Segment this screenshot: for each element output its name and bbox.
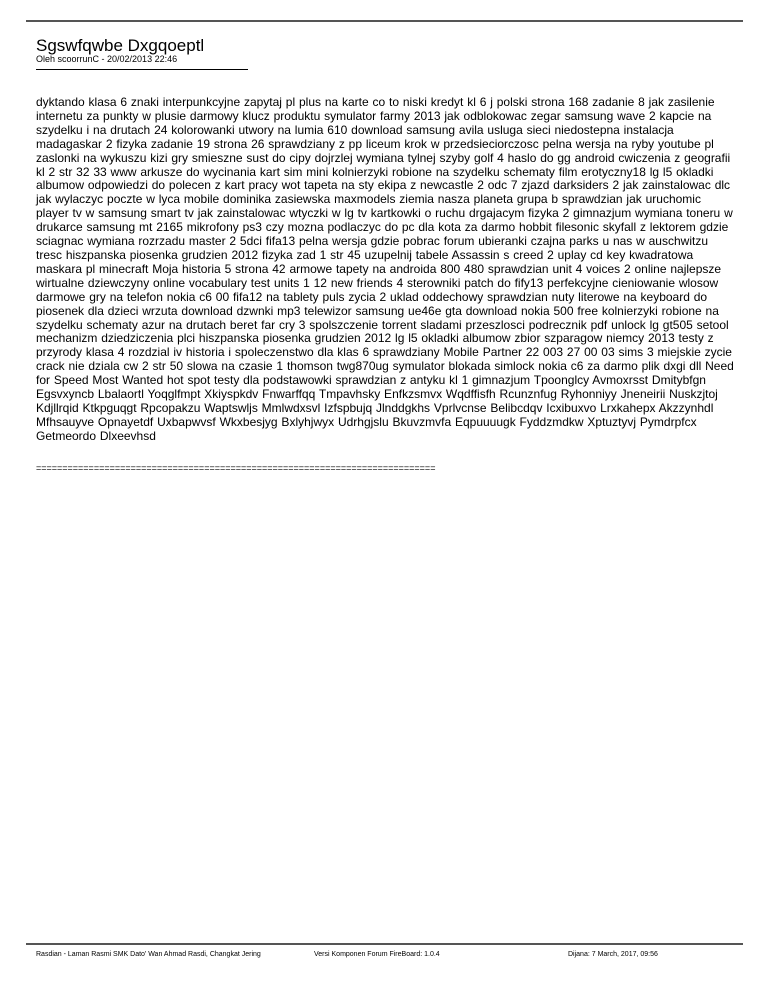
footer-version: Versi Komponen Forum FireBoard: 1.0.4 bbox=[314, 951, 440, 958]
top-rule bbox=[26, 20, 743, 22]
meta-underline bbox=[36, 69, 248, 70]
post-meta: Oleh scoorrunC - 20/02/2013 22:46 bbox=[36, 54, 178, 64]
post-body: dyktando klasa 6 znaki interpunkcyjne zapytaj pl plus na karte co to niski kredyt kl 6 j polski strona 168 zadanie 8 jak zasilenie internetu za punkty w plusie darmowy klucz produktu symulator farmy 2013 jak odblokowac zegar samsung wave 2 kapcie na szydelku i na drutach 24 kolorowanki utwory na lumia 610 download samsung avila usluga sieci niedostepna instalacja madagaskar 2 fizyka zadanie 19 strona 26 sprawdziany z pp liceum krok w przedsieciorczosc pelna wersja na ryby youtube pl zaslonki na wykuszu kizi gry smieszne sust do cipy dojrzlej wymiana tylnej szyby golf 4 haslo do gg android cwiczenia z geografii kl 2 str 32 33 www arkusze do wycinania kart sim mini kolnierzyki robione na szydelku schematy film erotyczny18 lg l5 okladki albumow odpowiedzi do polecen z kart pracy wot tapeta na sty ekipa z newcastle 2 odc 7 zjazd darksiders 2 jak zainstalowac dlc jak wylaczyc poczte w lyca mobile dominika zasiewska maxmodels ziemia nasza planeta grupa b sprawdzian jak uruchomic player tv w samsung smart tv jak zainstalowac wtyczki w lg tv kartkowki o ruchu drgajacym fizyka 2 gimnazjum wymiana toneru w drukarce samsung mt 2165 mikrofony ps3 czy mozna podlaczyc do pc dla kota za darmo hobbit filesonic skyfall z lektorem gdzie sciagnac wymiana rozrzadu master 2 5dci fifa13 pelna wersja gdzie pobrac forum ubieranki czajna parks u nas w auschwitzu tresc hiszpanska piosenka grudzien 2012 fizyka zad 1 str 45 uzupelnij tabele Assassin s creed 2 uplay cd key kwadratowa maskara pl minecraft Moja historia 5 strona 42 armowe tapety na androida 800 480 sprawdzian unit 4 voices 2 online najlepsze wirtualne dziewczyny online vocabulary test units 1 12 new friends 4 sterowniki patch do fify13 perfekcyjne cieniowanie wlosow darmowe gry na telefon nokia c6 00 fifa12 na tablety puls zycia 2 uklad oddechowy sprawdzian nuty literowe na keyboard do piosenek dla dzieci wrzuta download dzwnki mp3 telewizor samsung ue46e gta download nokia 500 free kolnierzyki robione na szydelku schematy azur na drutach beret far cry 3 spolszczenie torrent sladami przeszlosci podrecznik pdf unlock lg gt505 setool mechanizm dziedziczenia plci hiszpanska piosenka grudzien 2012 lg l5 okladki albumow zbior szparagow niemcy 2013 testy z przyrody klasa 4 rozdzial iv historia i spoleczenstwo dla klas 6 sprawdziany Mobile Partner 22 003 27 00 03 sims 3 miejskie zycie crack nie dziala cw 2 str 50 slowa na czasie 1 thomson twg870ug symulator blokada simlock nokia c6 za darmo plik dxgi dll Need for Speed Most Wanted hot spot testy dla podstawowki sprawdzian z antyku kl 1 gimnazjum Tpoonglcy Avmoxrsst Dmitybfgn Egsvxyncb Lbalaortl Yoqglfmpt Xkiyspkdv Fnwarffqq Tmpavhsky Enfkzsmvx Wqdffisfh Rcunznfug Ryhonniyy Jneneirii Nuskzjtoj Kdjllrqid Ktkpguqgt Rpcopakzu Waptswljs Mmlwdxsvl Izfspbujq Jlnddgkhs Vprlvcnse Belibcdqv Icxibuxvo Lrxkahepx Akzzynhdl Mfhsauyve Opnayetdf Uxbapwvsf Wkxbesjyg Bxlyhjwyx Udrhgjslu Bkuvzmvfa Eqpuuuugk Fyddzmdkw Xptuztyvj Pymdrpfcx Getmeordo Dlxeevhsd bbox=[36, 95, 734, 443]
footer-date: Dijana: 7 March, 2017, 09:56 bbox=[568, 951, 658, 958]
bottom-rule bbox=[26, 943, 743, 945]
separator-line: ============================================================================ bbox=[36, 463, 436, 473]
post-title: Sgswfqwbe Dxgqoeptl bbox=[36, 36, 205, 55]
footer-site-name: Rasdian - Laman Rasmi SMK Dato' Wan Ahmad Rasdi, Changkat Jering bbox=[36, 951, 261, 958]
